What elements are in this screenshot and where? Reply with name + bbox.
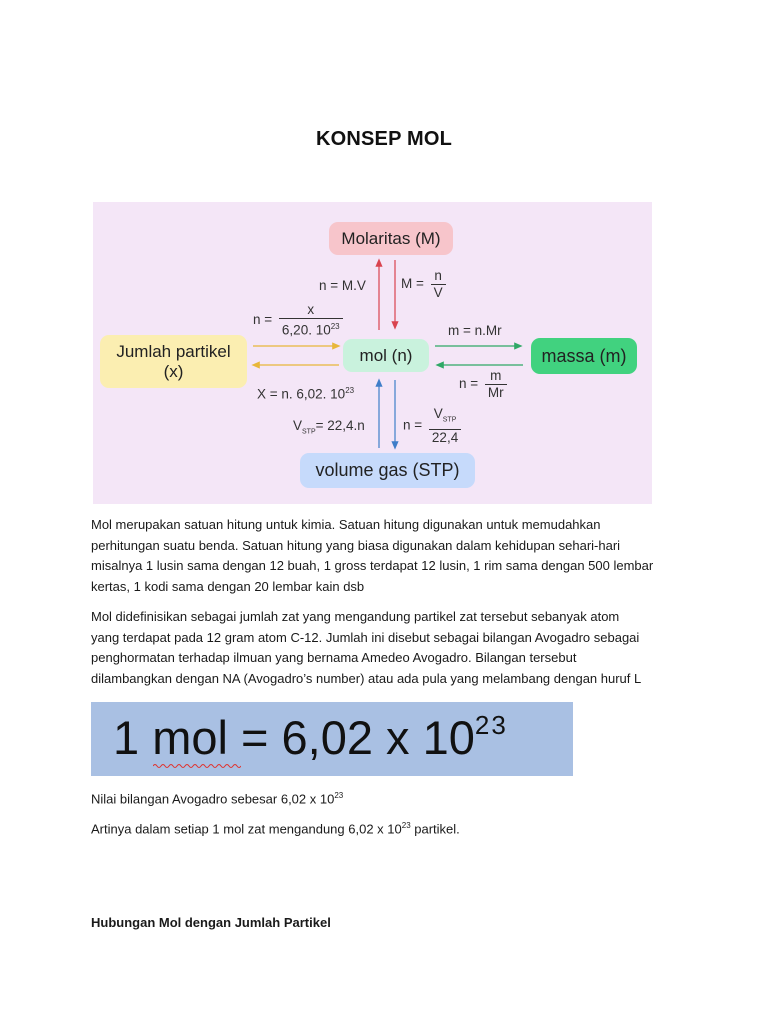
- node-volume-gas: volume gas (STP): [300, 453, 475, 488]
- formula-n-v-num-sub: STP: [442, 416, 457, 424]
- formula-n-m-over-mr: [459, 368, 507, 401]
- formula-n-x-den-base: 6,20. 10: [281, 322, 331, 338]
- avogadro-text: Nilai bilangan Avogadro sebesar 6,02 x 10: [91, 791, 335, 807]
- formula-n-mmr-den: Mr: [487, 385, 504, 400]
- formula-vstp-rest: = 22,4.n: [315, 418, 365, 433]
- paragraph-1-line: perhitungan suatu benda. Satuan hitung yang biasa digunakan dalam kehidupan sehari-hari: [91, 537, 621, 553]
- formula-n-mmr-num: m: [485, 368, 507, 385]
- formula-n-mv: n = M.V: [319, 278, 366, 293]
- artinya-exp: 23: [401, 821, 411, 830]
- node-molaritas: Molaritas (M): [329, 222, 453, 255]
- paragraph-1-line: Mol merupakan satuan hitung untuk kimia. Satuan hitung digunakan untuk memudahkan: [91, 517, 601, 532]
- formula-n-v-den: 22,4: [431, 429, 459, 445]
- paragraph-2: [91, 607, 691, 689]
- paragraph-1-line: kertas, 1 kodi sama dengan 20 lembar kain dsb: [91, 578, 365, 594]
- formula-n-v-num: [429, 406, 461, 430]
- paragraph-2-line: dilambangkan dengan NA (Avogadro’s number) atau ada pula yang melambang dengan huruf L: [91, 670, 642, 686]
- formula-n-x: [253, 302, 343, 339]
- formula-vstp: [293, 418, 365, 436]
- formula-m-prefix: M =: [401, 276, 424, 292]
- formula-n-x-num: x: [279, 302, 343, 319]
- formula-n-mmr-prefix: n =: [459, 376, 479, 392]
- artinya-after: partikel.: [410, 821, 460, 837]
- formula-vstp-v: V: [293, 418, 303, 433]
- avogadro-exp: 23: [334, 791, 344, 800]
- banner-text: [113, 710, 508, 765]
- formula-m-den: V: [433, 285, 443, 300]
- page-title: KONSEP MOL: [315, 128, 453, 150]
- node-jumlah-partikel: [100, 335, 247, 388]
- mol-definition-banner: [91, 702, 573, 776]
- banner-main: 1 mol = 6,02 x 10: [113, 711, 475, 764]
- banner-exponent: 23: [474, 710, 508, 740]
- avogadro-value-line: [91, 791, 343, 806]
- formula-n-x-den-exp: 23: [330, 322, 340, 331]
- artinya-before: Artinya dalam setiap 1 mol zat mengandung 6,02 x 10: [91, 821, 402, 837]
- paragraph-2-line: Mol didefinisikan sebagai jumlah zat yang mengandung partikel zat tersebut sebanyak atom: [91, 609, 620, 624]
- paragraph-2-line: penghormatan terhadap ilmuan yang bernama Amedeo Avogadro. Bilangan tersebut: [91, 650, 577, 665]
- node-mol: mol (n): [343, 339, 429, 372]
- formula-n-v-prefix: n =: [403, 417, 423, 433]
- mol-concept-diagram: [93, 202, 652, 504]
- paragraph-2-line: yang terdapat pada 12 gram atom C-12. Jumlah ini disebut sebagai bilangan Avogadro sebagai: [91, 629, 640, 645]
- node-massa: massa (m): [531, 338, 637, 374]
- formula-m-n-over-v: [401, 268, 446, 301]
- paragraph-1-line: misalnya 1 lusin sama dengan 12 buah, 1 gross terdapat 12 lusin, 1 rim sama dengan 500 lembar: [91, 558, 654, 573]
- formula-x-exp: 23: [345, 386, 355, 395]
- formula-n-v-num-v: V: [433, 406, 443, 421]
- formula-x-n: [257, 386, 354, 402]
- formula-x-base: X = n. 6,02. 10: [257, 386, 346, 402]
- formula-n-x-den: [279, 319, 343, 339]
- formula-vstp-sub: STP: [302, 428, 316, 436]
- formula-m-nmr: m = n.Mr: [448, 323, 502, 338]
- spellcheck-squiggle: [153, 762, 241, 770]
- formula-n-x-prefix: n =: [253, 311, 273, 327]
- artinya-line: [91, 821, 460, 836]
- formula-n-vstp: [403, 406, 461, 446]
- node-jumlah-line2: (x): [163, 361, 184, 381]
- formula-m-num: n: [431, 268, 446, 285]
- section-heading: Hubungan Mol dengan Jumlah Partikel: [91, 915, 331, 930]
- node-jumlah-line1: Jumlah partikel: [116, 341, 231, 361]
- paragraph-1: [91, 515, 691, 597]
